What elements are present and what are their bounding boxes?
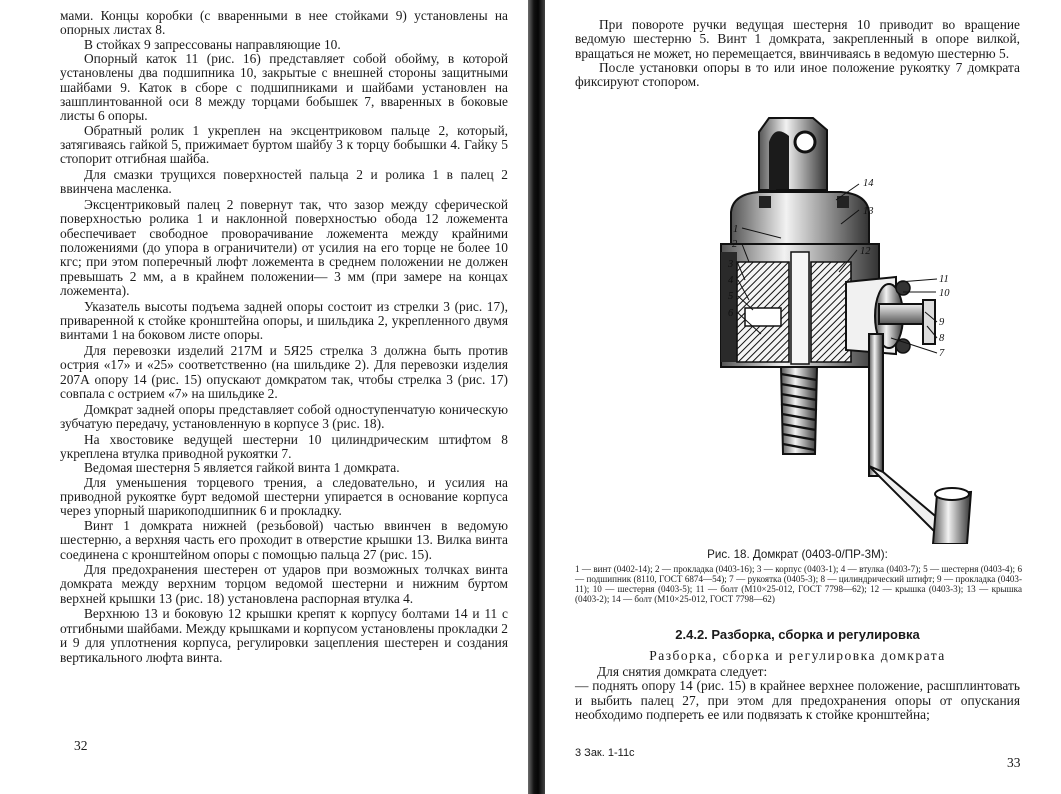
callout-label: 12 [860, 246, 871, 257]
paragraph: Указатель высоты подъема задней опоры состоит из стрелки 3 (рис. 17), приваренной к стойке кронштейна опоры, и шильдика 2, укрепленного двумя винтами 1 на боковом листе опоры. [60, 298, 508, 343]
callout-label: 6 [728, 308, 734, 319]
paragraph: Опорный каток 11 (рис. 16) представляет собой обойму, в которой установлены два подшипника 10, закрытые с внешней стороны защитными шайбами 9. Каток в сборе с подшипниками и шайбами установлен на зашплинтованной оси 8 между торцами бобышек 7, вваренных в боковые листы 6 опоры. [60, 51, 508, 124]
paragraph: Для снятия домкрата следует: [597, 664, 768, 679]
callout-label: 14 [863, 178, 874, 189]
callout-label: 7 [939, 348, 945, 359]
figure-caption-legend: 1 — винт (0402-14); 2 — прокладка (0403-16); 3 — корпус (0403-1); 4 — втулка (0403-7); 5 — шестерня (0403-4); 6 — подшипник (8110, ГОСТ 6874—54); 7 — рукоятка (0405-3); 8 — цилиндрический штифт; 9 — прокладка (0403-11); 10 — шестерня (0403-5); 11 — болт (М10×25-012, ГОСТ 7798—62); 12 — крышка (0403-3); 13 — крышка (0403-2); 14 — болт (М10×25-012, ГОСТ 7798—62) [575, 564, 1022, 605]
book-spine [528, 0, 545, 794]
page-number: 33 [1007, 755, 1021, 770]
callout-label: 5 [728, 291, 734, 302]
subsection-heading: Разборка, сборка и регулировка домкрата [649, 648, 946, 663]
callout-label: 13 [863, 206, 874, 217]
paragraph: После установки опоры в то или иное положение рукоятку 7 домкрата фиксируют стопором. [575, 60, 1020, 90]
paragraph: В стойках 9 запрессованы направляющие 10. [84, 36, 341, 52]
paragraph: Для смазки трущихся поверхностей пальца 2 и ролика 1 в палец 2 ввинчена масленка. [60, 167, 508, 197]
callout-label: 8 [939, 333, 945, 344]
left-page-text [60, 9, 508, 665]
jack-figure [641, 112, 991, 544]
paragraph: Для уменьшения торцевого трения, а следовательно, и усилия на приводной рукоятке бурт ведомой шестерни упирается в основание корпуса через упорный шарикоподшипник 6 и прокладку. [60, 474, 508, 519]
left-page [0, 0, 528, 794]
paragraph: мами. Концы коробки (с вваренными в нее стойками 9) установлены на опорных листах 8. [60, 8, 508, 38]
right-page-tail-text [575, 665, 1020, 723]
paragraph: Верхнюю 13 и боковую 12 крышки крепят к корпусу болтами 14 и 11 с отгибными шайбами. Между крышками и корпусом установлены прокладки 2 и 9 для уплотнения корпуса, регулировки зацепления шестерен и создания вертикального люфта винта. [60, 606, 508, 665]
paragraph: Винт 1 домкрата нижней (резьбовой) частью ввинчен в ведомую шестерню, а верхняя часть его проходит в отверстие крышки 13. Вилка винта соединена с кронштейном опоры с помощью пальца 27 (рис. 15). [60, 517, 508, 562]
paragraph: Ведомая шестерня 5 является гайкой винта 1 домкрата. [84, 460, 400, 476]
paragraph: Для перевозки изделий 217М и 5Я25 стрелка 3 должна быть против острия «17» и «25» соответственно (на шильдике 2). Для перевозки изделия 207А опору 14 (рис. 15) опускают домкратом так, чтобы стрелка 3 (рис. 17) совпала с острием «7» на шильдике 2. [60, 343, 508, 402]
callout-label: 3 [728, 259, 734, 270]
print-footnote: 3 Зак. 1-11с [575, 747, 635, 759]
figure-caption-title: Рис. 18. Домкрат (0403-0/ПР-3М): [707, 548, 888, 561]
section-heading: 2.4.2. Разборка, сборка и регулировка [675, 627, 920, 642]
paragraph: На хвостовике ведущей шестерни 10 цилиндрическим штифтом 8 укреплена втулка приводной рукоятки 7. [60, 431, 508, 462]
paragraph: Домкрат задней опоры представляет собой одноступенчатую коническую зубчатую передачу, установленную в корпусе 3 (рис. 18). [60, 401, 508, 432]
callout-label: 10 [939, 288, 950, 299]
paragraph: При повороте ручки ведущая шестерня 10 приводит во вращение ведомую шестерню 5. Винт 1 домкрата, закрепленный в опоре вилкой, вращаться не может, но перемещается, ввинчиваясь в ведомую шестерню 5. [575, 17, 1020, 61]
callout-label: 1 [733, 224, 739, 235]
callout-label: 2 [732, 239, 738, 250]
paragraph: Обратный ролик 1 укреплен на эксцентриковом пальце 2, который, затягиваясь гайкой 5, прижимает буртом шайбу 3 к торцу бобышки 4. Гайку 5 стопорит отгибная шайба. [60, 122, 508, 167]
jack-drawing [641, 112, 991, 544]
paragraph: — поднять опору 14 (рис. 15) в крайнее верхнее положение, расшплинтовать и выбить палец 27, при этом для предохранения опоры от опускания необходимо подпереть ее или подвязать к стойке кронштейна; [575, 678, 1020, 723]
callout-label: 11 [939, 274, 949, 285]
right-page [545, 0, 1061, 794]
paragraph: Для предохранения шестерен от ударов при возможных толчках винта домкрата между верхним торцом ведомой шестерни и нижним буртом верхней крышки 13 (рис. 18) установлена распорная втулка 4. [60, 562, 508, 606]
paragraph: Эксцентриковый палец 2 повернут так, что зазор между сферической поверхностью ролика 1 и наклонной поверхностью обода 12 ложемента обеспечивает свободное проворачивание ложемента между крайними положениями (до упора в ограничители) от усилия на его торце не более 10 кгс; при этом поперечный люфт ложемента в среднем положении не должен превышать 2 мм, а в крайнем положении— 3 мм (при замере на концах ложемента). [60, 197, 508, 299]
page-number: 32 [74, 738, 88, 753]
crank-handle [869, 334, 971, 544]
screw-fork [759, 118, 827, 190]
right-page-text [575, 18, 1020, 90]
lead-screw [781, 367, 817, 454]
callout-label: 4 [728, 275, 734, 286]
callout-label: 9 [939, 317, 945, 328]
